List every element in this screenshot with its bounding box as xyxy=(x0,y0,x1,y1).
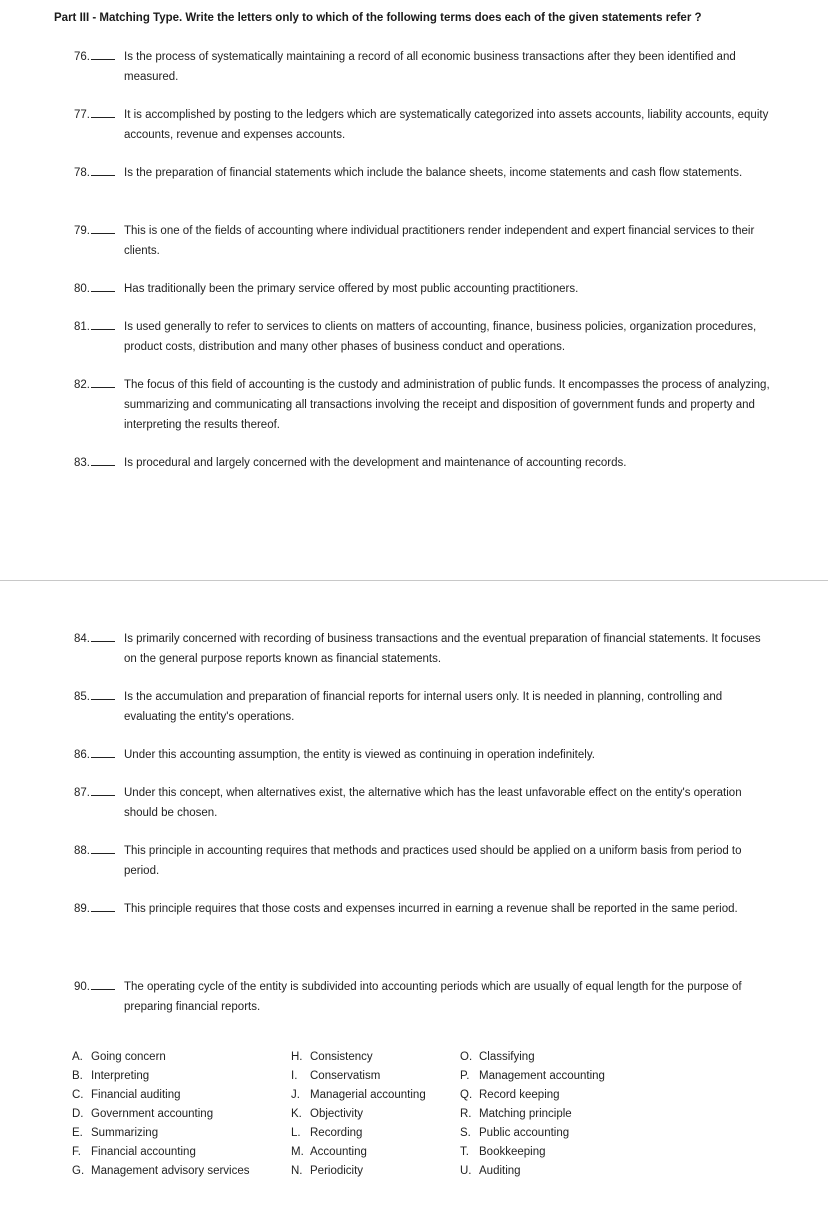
choice-item xyxy=(291,1162,426,1181)
page-divider xyxy=(0,580,828,581)
choice-term: Matching principle xyxy=(479,1108,572,1120)
choice-term: Financial auditing xyxy=(91,1089,181,1101)
part-heading: Part III - Matching Type. Write the letters only to which of the following terms does each of the given statements refer ? xyxy=(54,12,702,24)
question-text: Is the preparation of financial statements which include the balance sheets, income statements and cash flow statements. xyxy=(124,167,743,179)
answer-blank[interactable] xyxy=(91,631,115,642)
choice-term: Periodicity xyxy=(310,1165,364,1177)
choice-letter: O. xyxy=(460,1051,473,1063)
choice-letter: J. xyxy=(291,1089,300,1101)
question-number-label: 81. xyxy=(74,321,90,333)
choice-item xyxy=(460,1143,605,1162)
question-number-label: 83. xyxy=(74,457,90,469)
choice-term: Management advisory services xyxy=(91,1165,250,1177)
choice-item xyxy=(460,1086,605,1105)
question-number xyxy=(74,899,120,919)
choice-item xyxy=(291,1048,426,1067)
question-number xyxy=(74,279,120,299)
choice-letter: U. xyxy=(460,1165,472,1177)
choice-term: Classifying xyxy=(479,1051,535,1063)
answer-blank[interactable] xyxy=(91,979,115,990)
question-text: The focus of this field of accounting is the custody and administration of public funds. It encompasses the process of analyzing, summarizing and communicating all transactions involving the receipt and disposition of government funds and property and interpreting the results thereof. xyxy=(124,379,770,431)
choice-item xyxy=(291,1124,426,1143)
question-number-label: 88. xyxy=(74,845,90,857)
choice-term: Consistency xyxy=(310,1051,373,1063)
choice-term: Financial accounting xyxy=(91,1146,196,1158)
question-number xyxy=(74,977,120,997)
choice-term: Managerial accounting xyxy=(310,1089,426,1101)
answer-blank[interactable] xyxy=(91,901,115,912)
choice-letter: I. xyxy=(291,1070,298,1082)
choice-item xyxy=(460,1124,605,1143)
choice-letter: E. xyxy=(72,1127,83,1139)
choice-term: Objectivity xyxy=(310,1108,364,1120)
question-number xyxy=(74,687,120,707)
choice-term: Going concern xyxy=(91,1051,166,1063)
question-number xyxy=(74,453,120,473)
choice-term: Government accounting xyxy=(91,1108,214,1120)
question-text: This principle requires that those costs and expenses incurred in earning a revenue shall be reported in the same period. xyxy=(124,903,738,915)
answer-blank[interactable] xyxy=(91,747,115,758)
question-number-label: 79. xyxy=(74,225,90,237)
choice-item xyxy=(72,1086,250,1105)
choice-letter: C. xyxy=(72,1089,84,1101)
answer-blank[interactable] xyxy=(91,49,115,60)
question-number xyxy=(74,375,120,395)
question-text: It is accomplished by posting to the ledgers which are systematically categorized into assets accounts, liability accounts, equity accounts, revenue and expenses accounts. xyxy=(124,109,769,141)
choice-term: Record keeping xyxy=(479,1089,560,1101)
choice-term: Interpreting xyxy=(91,1070,150,1082)
answer-blank[interactable] xyxy=(91,377,115,388)
choice-item xyxy=(460,1048,605,1067)
question-number-label: 76. xyxy=(74,51,90,63)
question-text: Is procedural and largely concerned with the development and maintenance of accounting records. xyxy=(124,457,627,469)
choices-column-2 xyxy=(291,1048,426,1181)
choice-item xyxy=(72,1048,250,1067)
choice-term: Summarizing xyxy=(91,1127,159,1139)
answer-blank[interactable] xyxy=(91,455,115,466)
question-number-label: 78. xyxy=(74,167,90,179)
choice-item xyxy=(72,1124,250,1143)
answer-blank[interactable] xyxy=(91,107,115,118)
choice-item xyxy=(291,1086,426,1105)
choice-letter: R. xyxy=(460,1108,472,1120)
question-text: Under this concept, when alternatives exist, the alternative which has the least unfavorable effect on the entity's operation should be chosen. xyxy=(124,787,742,819)
choice-item xyxy=(72,1143,250,1162)
choice-letter: F. xyxy=(72,1146,81,1158)
question-number-label: 90. xyxy=(74,981,90,993)
question-number xyxy=(74,629,120,649)
choice-letter: S. xyxy=(460,1127,471,1139)
choice-term: Auditing xyxy=(479,1165,521,1177)
question-text: Is the process of systematically maintaining a record of all economic business transactions after they been identified and measured. xyxy=(124,51,736,83)
choice-item xyxy=(72,1162,250,1181)
choice-letter: N. xyxy=(291,1165,303,1177)
choice-term: Management accounting xyxy=(479,1070,605,1082)
question-number xyxy=(74,47,120,67)
question-number xyxy=(74,841,120,861)
question-text: Has traditionally been the primary service offered by most public accounting practitioners. xyxy=(124,283,579,295)
choice-letter: H. xyxy=(291,1051,303,1063)
choice-item xyxy=(460,1105,605,1124)
choices-column-1 xyxy=(72,1048,250,1181)
answer-blank[interactable] xyxy=(91,843,115,854)
question-number xyxy=(74,105,120,125)
question-text: Under this accounting assumption, the entity is viewed as continuing in operation indefinitely. xyxy=(124,749,595,761)
choice-letter: B. xyxy=(72,1070,83,1082)
choice-letter: T. xyxy=(460,1146,469,1158)
choice-letter: G. xyxy=(72,1165,85,1177)
choice-item xyxy=(72,1105,250,1124)
question-number xyxy=(74,745,120,765)
answer-blank[interactable] xyxy=(91,165,115,176)
choice-letter: D. xyxy=(72,1108,84,1120)
answer-blank[interactable] xyxy=(91,223,115,234)
answer-blank[interactable] xyxy=(91,281,115,292)
choice-term: Conservatism xyxy=(310,1070,381,1082)
choice-term: Recording xyxy=(310,1127,363,1139)
choice-term: Public accounting xyxy=(479,1127,570,1139)
choice-letter: L. xyxy=(291,1127,301,1139)
choice-item xyxy=(291,1067,426,1086)
choice-letter: M. xyxy=(291,1146,304,1158)
question-number xyxy=(74,783,120,803)
choice-letter: K. xyxy=(291,1108,302,1120)
choices-column-3 xyxy=(460,1048,605,1181)
question-number-label: 86. xyxy=(74,749,90,761)
question-number-label: 85. xyxy=(74,691,90,703)
choice-letter: A. xyxy=(72,1051,83,1063)
question-text: The operating cycle of the entity is subdivided into accounting periods which are usually of equal length for the purpose of preparing financial reports. xyxy=(124,981,742,1013)
question-text: This is one of the fields of accounting where individual practitioners render independent and expert financial services to their clients. xyxy=(124,225,755,257)
choice-item xyxy=(72,1067,250,1086)
question-number xyxy=(74,317,120,337)
choice-item xyxy=(460,1162,605,1181)
answer-blank[interactable] xyxy=(91,689,115,700)
question-text: This principle in accounting requires that methods and practices used should be applied on a uniform basis from period to period. xyxy=(124,845,742,877)
choice-item xyxy=(291,1105,426,1124)
question-number-label: 82. xyxy=(74,379,90,391)
question-text: Is used generally to refer to services to clients on matters of accounting, finance, business policies, organization procedures, product costs, distribution and many other phases of business conduct and operations. xyxy=(124,321,757,353)
answer-blank[interactable] xyxy=(91,319,115,330)
question-number-label: 84. xyxy=(74,633,90,645)
question-text: Is primarily concerned with recording of business transactions and the eventual preparation of financial statements. It focuses on the general purpose reports known as financial statements. xyxy=(124,633,761,665)
question-number-label: 77. xyxy=(74,109,90,121)
question-number-label: 80. xyxy=(74,283,90,295)
choice-letter: Q. xyxy=(460,1089,473,1101)
choice-term: Accounting xyxy=(310,1146,367,1158)
question-number xyxy=(74,221,120,241)
question-number xyxy=(74,163,120,183)
question-number-label: 87. xyxy=(74,787,90,799)
choice-term: Bookkeeping xyxy=(479,1146,546,1158)
answer-blank[interactable] xyxy=(91,785,115,796)
choice-item xyxy=(291,1143,426,1162)
choice-item xyxy=(460,1067,605,1086)
question-number-label: 89. xyxy=(74,903,90,915)
choice-letter: P. xyxy=(460,1070,470,1082)
question-text: Is the accumulation and preparation of financial reports for internal users only. It is needed in planning, controlling and evaluating the entity's operations. xyxy=(124,691,723,723)
